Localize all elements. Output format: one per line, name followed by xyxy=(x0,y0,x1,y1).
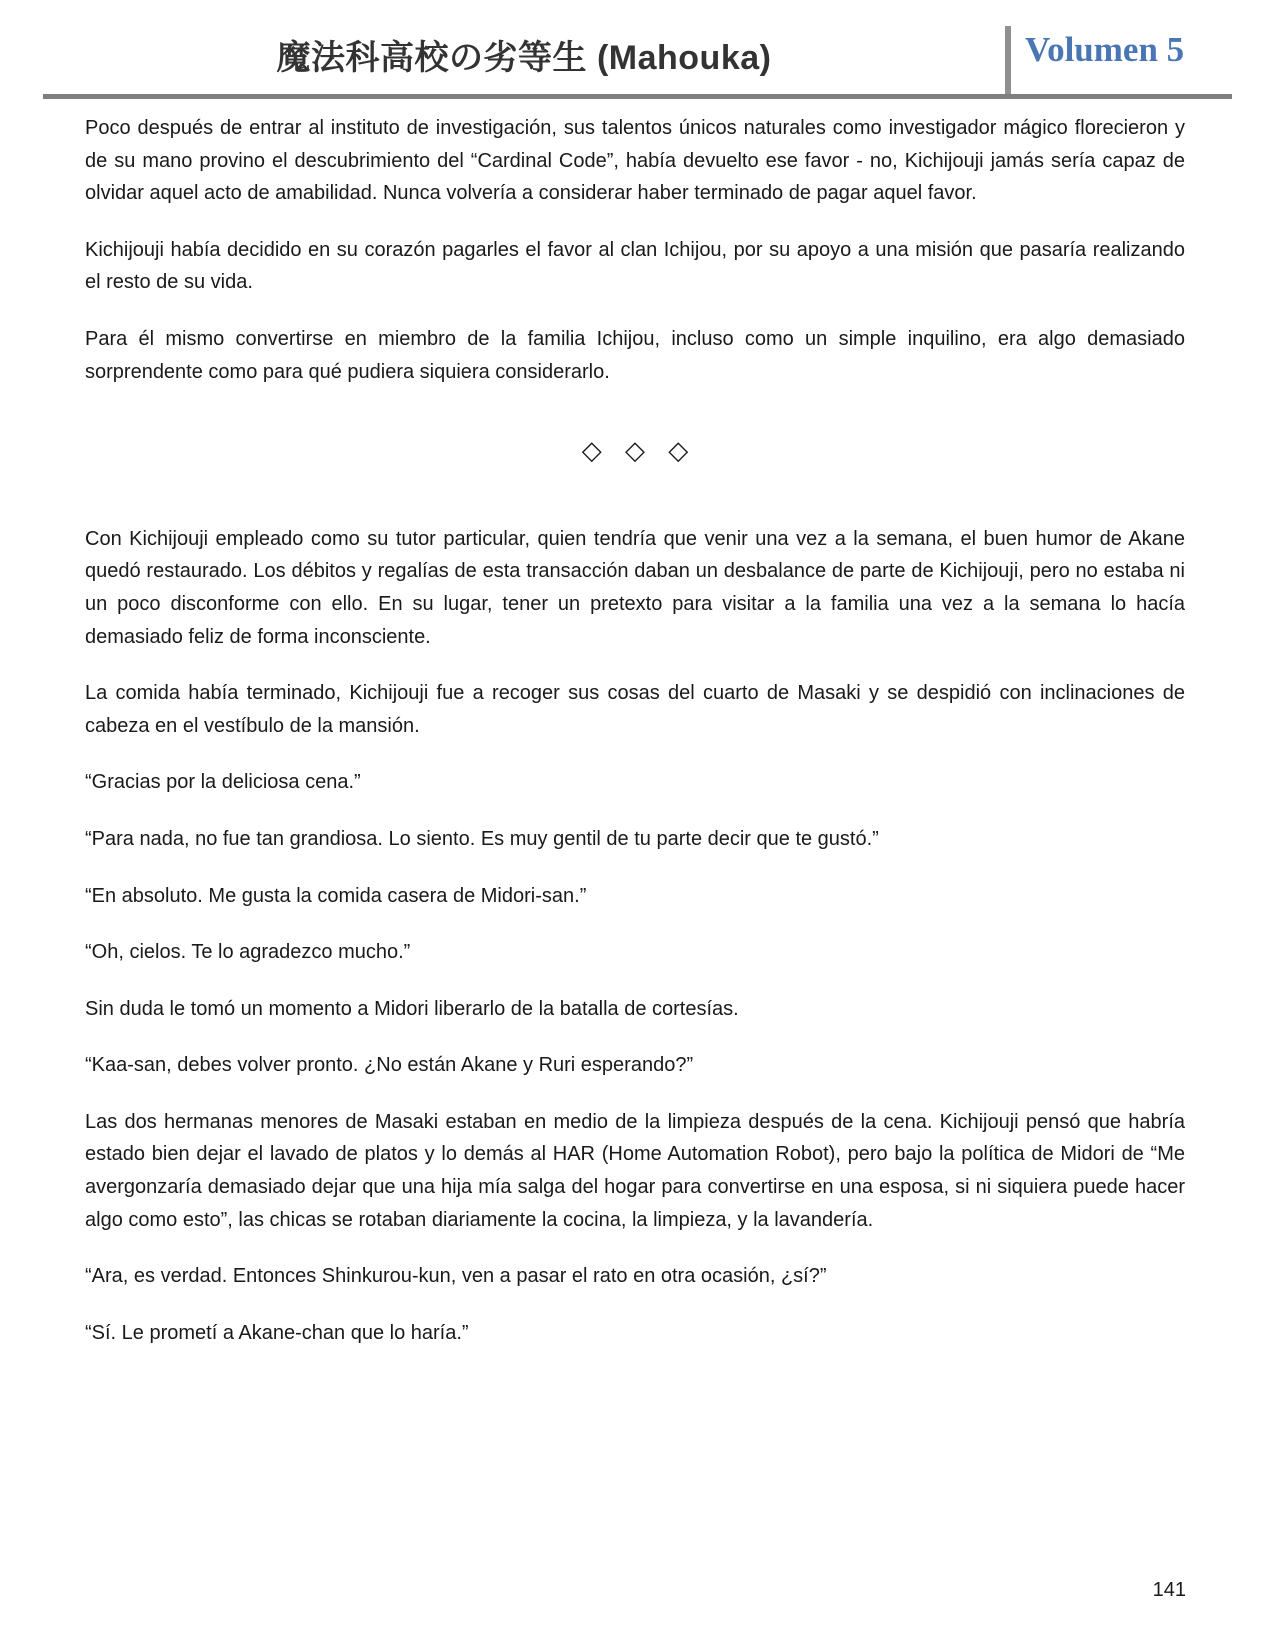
paragraph: Poco después de entrar al instituto de investigación, sus talentos únicos naturales como investigador mágico florecieron y de su mano provino el descubrimiento del “Cardinal Code”, había devuelto ese favor - no, Kichijouji jamás sería capaz de olvidar aquel acto de amabilidad. Nunca volvería a considerar haber terminado de pagar aquel favor. xyxy=(85,117,1185,205)
page-title: 魔法科高校の劣等生 (Mahouka) xyxy=(276,39,772,77)
page-number: 141 xyxy=(1152,1579,1186,1601)
paragraph: Las dos hermanas menores de Masaki estaban en medio de la limpieza después de la cena. Kichijouji pensó que habría estado bien dejar el lavado de platos y lo demás al HAR (Home Automation Robot), pero bajo la política de Midori de “Me avergonzaría demasiado dejar que una hija mía salga del hogar para convertirse en una esposa, si ni siquiera puede hacer algo como esto”, las chicas se rotaban diariamente la cocina, la limpieza, y la lavandería. xyxy=(85,1110,1185,1231)
paragraph: “Oh, cielos. Te lo agradezco mucho.” xyxy=(85,941,411,964)
paragraph: La comida había terminado, Kichijouji fue a recoger sus cosas del cuarto de Masaki y se despidió con inclinaciones de cabeza en el vestíbulo de la mansión. xyxy=(85,682,1185,737)
paragraph: “En absoluto. Me gusta la comida casera de Midori-san.” xyxy=(85,884,587,907)
paragraph: Para él mismo convertirse en miembro de la familia Ichijou, incluso como un simple inquilino, era algo demasiado sorprendente como para qué pudiera siquiera considerarlo. xyxy=(85,327,1185,383)
paragraph: “Kaa-san, debes volver pronto. ¿No están Akane y Ruri esperando?” xyxy=(85,1054,694,1077)
paragraph: Kichijouji había decidido en su corazón pagarles el favor al clan Ichijou, por su apoyo a una misión que pasaría realizando el resto de su vida. xyxy=(85,238,1185,294)
paragraph: “Gracias por la deliciosa cena.” xyxy=(85,771,361,794)
volume-label: Volumen 5 xyxy=(1005,26,1232,94)
scene-separator: ◇ ◇ ◇ xyxy=(581,435,689,466)
paragraph: “Ara, es verdad. Entonces Shinkurou-kun, ven a pasar el rato en otra ocasión, ¿sí?” xyxy=(85,1265,827,1288)
page-body xyxy=(85,112,1185,1373)
page-header xyxy=(43,26,1232,99)
paragraph: Sin duda le tomó un momento a Midori liberarlo de la batalla de cortesías. xyxy=(85,997,739,1020)
paragraph: Con Kichijouji empleado como su tutor particular, quien tendría que venir una vez a la semana, el buen humor de Akane quedó restaurado. Los débitos y regalías de esta transacción daban un desbalance de parte de Kichijouji, pero no estaba ni un poco disconforme con ello. En su lugar, tener un pretexto para visitar a la familia una vez a la semana lo hacía demasiado feliz de forma inconsciente. xyxy=(85,527,1185,648)
paragraph: “Para nada, no fue tan grandiosa. Lo siento. Es muy gentil de tu parte decir que te gustó.” xyxy=(85,827,879,850)
paragraph: “Sí. Le prometí a Akane-chan que lo haría.” xyxy=(85,1321,469,1344)
